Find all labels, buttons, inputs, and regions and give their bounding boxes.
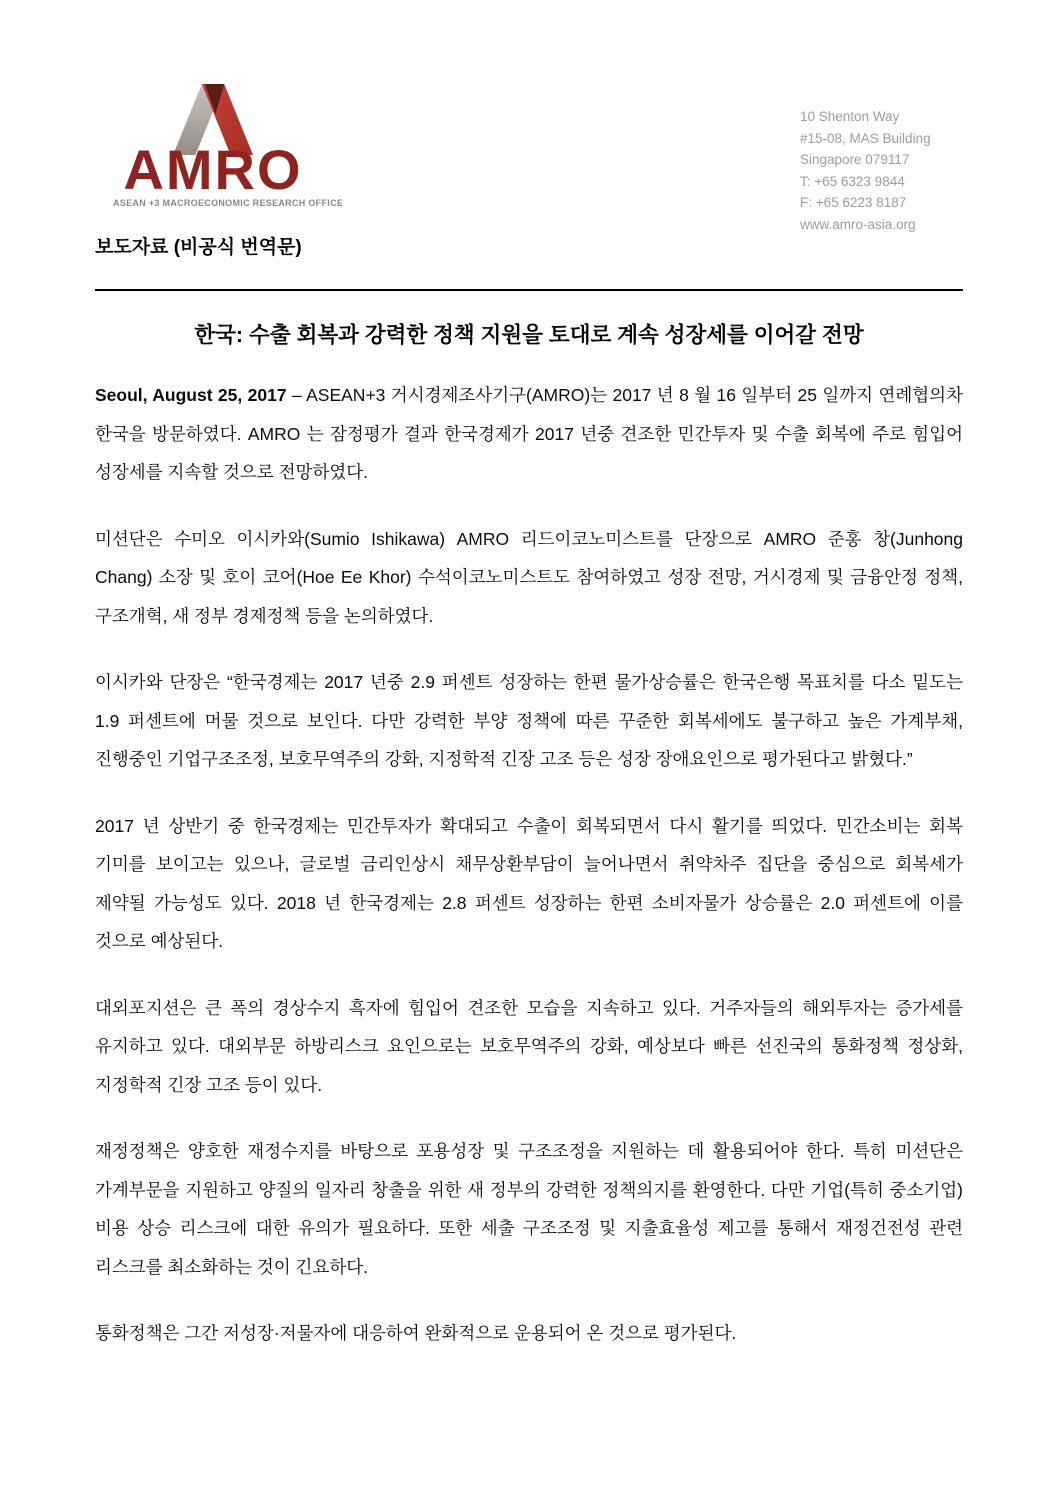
page-title: 한국: 수출 회복과 강력한 정책 지원을 토대로 계속 성장세를 이어갈 전망: [194, 323, 864, 347]
paragraph: [95, 1314, 963, 1353]
website-line: www.amro-asia.org: [800, 216, 916, 232]
dateline: Seoul, August 25, 2017: [95, 385, 287, 405]
paragraph: [95, 1132, 963, 1286]
address-line: Singapore 079117: [800, 152, 910, 167]
paragraph-text: 2017 년 상반기 중 한국경제는 민간투자가 확대되고 수출이 회복되면서 다시 활기를 띄었다. 민간소비는 회복 기미를 보이고는 있으나, 글로벌 금리인상시 채무상환부담이 늘어나면서 취약차주 집단을 중심으로 회복세가 제약될 가능성도 있다. 2018 년 한국경제는 2.8 퍼센트 성장하는 한편 소비자물가 상승률은 2.0 퍼센트에 이를 것으로 예상된다.: [95, 815, 963, 951]
paragraph: [95, 807, 963, 961]
paragraph: [95, 376, 963, 492]
amro-wordmark: AMRO: [123, 138, 303, 201]
paragraph: [95, 989, 963, 1105]
amro-tagline: ASEAN +3 MACROECONOMIC RESEARCH OFFICE: [113, 198, 344, 208]
address-line: #15-08, MAS Building: [800, 130, 931, 146]
fax-line: F: +65 6223 8187: [800, 195, 907, 210]
paragraph-text: 통화정책은 그간 저성장·저물자에 대응하여 완화적으로 운용되어 온 것으로 평가된다.: [95, 1323, 737, 1343]
paragraph: [95, 520, 963, 636]
paragraph-text: 미션단은 수미오 이시카와(Sumio Ishikawa) AMRO 리드이코노미스트를 단장으로 AMRO 준홍 창(Junhong Chang) 소장 및 호이 코어(Hoe Ee Khor) 수석이코노미스트도 참여하였고 성장 전망, 거시경제 및 금융안정 정책, 구조개혁, 새 정부 경제정책 등을 논의하였다.: [95, 528, 963, 626]
paragraph-text: 이시카와 단장은 “한국경제는 2017 년중 2.9 퍼센트 성장하는 한편 물가상승률은 한국은행 목표치를 다소 밑도는 1.9 퍼센트에 머물 것으로 보인다. 다만 강력한 부양 정책에 따른 꾸준한 회복세에도 불구하고 높은 가계부채, 진행중인 기업구조조정, 보호무역주의 강화, 지정학적 긴장 고조 등은 성장 장애요인으로 평가된다고 밝혔다.”: [95, 672, 963, 769]
phone-line: T: +65 6323 9844: [800, 173, 905, 189]
paragraph: [95, 663, 963, 779]
address-line: 10 Shenton Way: [800, 109, 900, 124]
press-release-label: 보도자료 (비공식 번역문): [95, 237, 302, 258]
paragraph-text: 대외포지션은 큰 폭의 경상수지 흑자에 힘입어 견조한 모습을 지속하고 있다. 거주자들의 해외투자는 증가세를 유지하고 있다. 대외부문 하방리스크 요인으로는 보호무역주의 강화, 예상보다 빠른 선진국의 통화정책 정상화, 지정학적 긴장 고조 등이 있다.: [95, 997, 963, 1095]
letterhead-address: [800, 106, 931, 235]
document-body: [95, 376, 963, 1381]
paragraph-text: 재정정책은 양호한 재정수지를 바탕으로 포용성장 및 구조조정을 지원하는 데 활용되어야 한다. 특히 미션단은 가계부문을 지원하고 양질의 일자리 창출을 위한 새 정부의 강력한 정책의지를 환영한다. 다만 기업(특히 중소기업) 비용 상승 리스크에 대한 유의가 필요하다. 또한 세출 구조조정 및 지출효율성 제고를 통해서 재정건전성 관련 리스크를 최소화하는 것이 긴요하다.: [95, 1141, 963, 1277]
paragraph-text: – ASEAN+3 거시경제조사기구(AMRO)는 2017 년 8 월 16 일부터 25 일까지 연례협의차 한국을 방문하였다. AMRO 는 잠정평가 결과 한국경제가 2017 년중 견조한 민간투자 및 수출 회복에 주로 힘입어 성장세를 지속할 것으로 전망하였다.: [95, 385, 963, 482]
horizontal-divider: [95, 289, 963, 291]
